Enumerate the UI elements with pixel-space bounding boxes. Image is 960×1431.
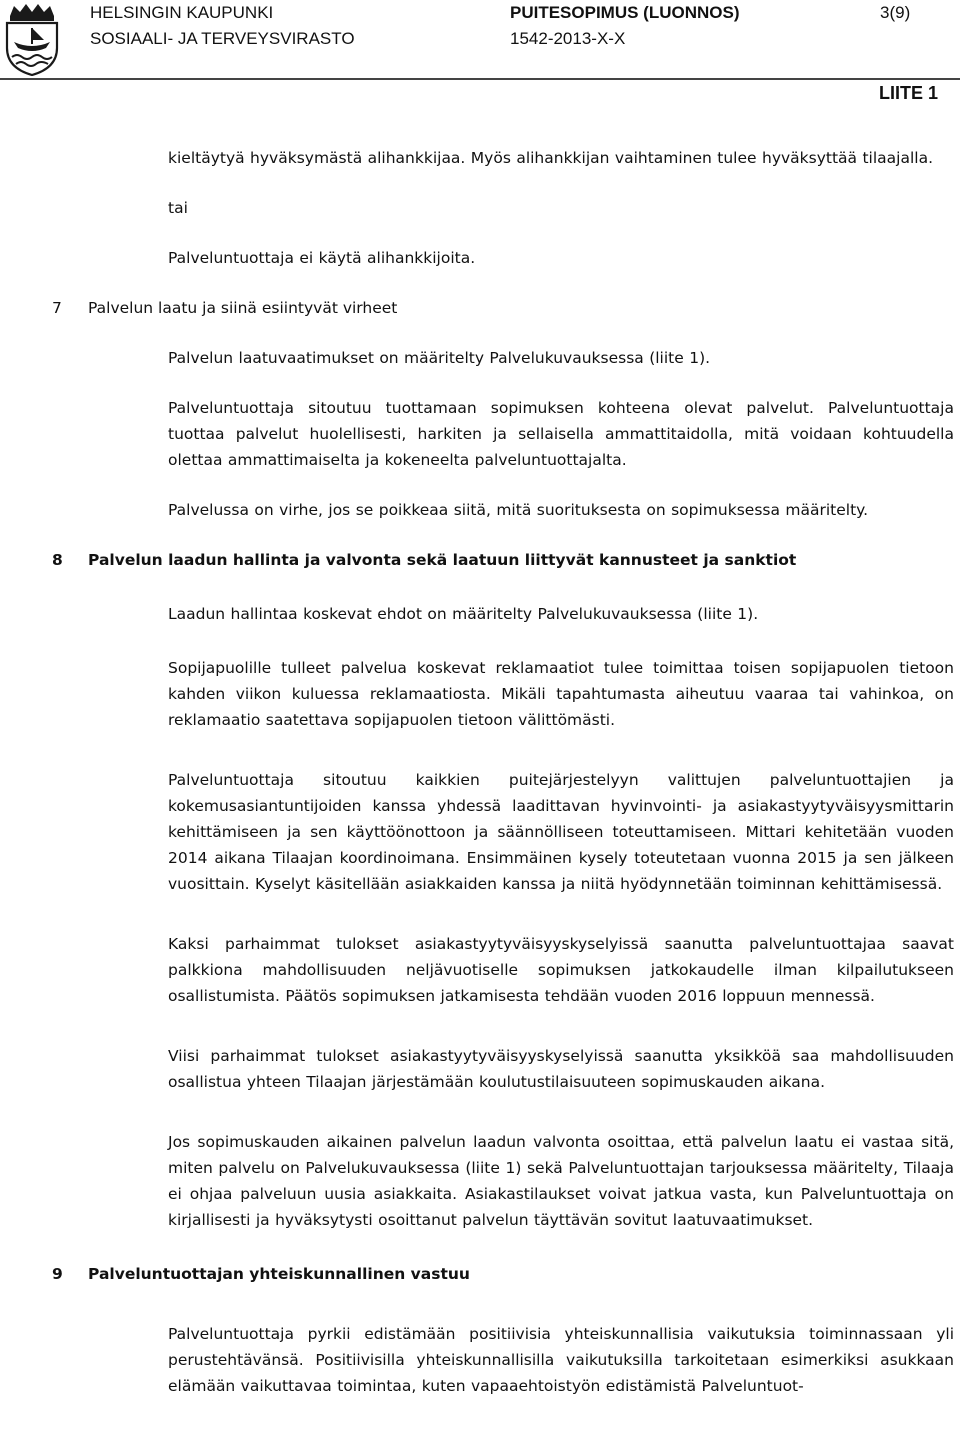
document-title: PUITESOPIMUS (LUONNOS) bbox=[510, 3, 740, 22]
section-8-paragraph-5: Viisi parhaimmat tulokset asiakastyytyväisyyskyselyissä saanutta yksikköä saa mahdollisuuden osallistua yhteen Tilaajan järjestämään koulutustilaisuuteen sopimuskauden aikana. bbox=[168, 1047, 954, 1091]
department-name: SOSIAALI- JA TERVEYSVIRASTO bbox=[90, 29, 355, 48]
section-7-paragraph-1: Palvelun laatuvaatimukset on määritelty Palvelukuvauksessa (liite 1). bbox=[168, 349, 711, 367]
section-8-paragraph-6: Jos sopimuskauden aikainen palvelun laadun valvonta osoittaa, että palvelun laatu ei vastaa sitä, miten palvelu on Palvelukuvauksessa (liite 1) sekä Palveluntuottajan tarjouksessa määritelty, Tilaaja ei ohjaa palveluun uusia asiakkaita. Asiakastilaukset voivat jatkua vasta, kun Palveluntuottaja on kirjallisesti ja hyväksytysti osoittanut palvelun täyttävän sovitut laatuvaatimukset. bbox=[168, 1133, 954, 1229]
page-header bbox=[0, 0, 960, 80]
section-8-paragraph-4: Kaksi parhaimmat tulokset asiakastyytyväisyyskyselyissä saanutta palveluntuottajaa saavat palkkiona mahdollisuuden neljävuotiselle sopimuksen jatkokaudelle ilman kilpailutukseen osallistumista. Päätös sopimuksen jatkamisesta tehdään vuoden 2016 loppuun mennessä. bbox=[168, 935, 954, 1005]
section-8-title: Palvelun laadun hallinta ja valvonta sekä laatuun liittyvät kannusteet ja sanktiot bbox=[88, 551, 797, 569]
section-9-title: Palveluntuottajan yhteiskunnallinen vastuu bbox=[88, 1265, 470, 1283]
document-body bbox=[0, 145, 960, 1399]
intro-paragraph-or: tai bbox=[168, 199, 188, 217]
org-name: HELSINGIN KAUPUNKI bbox=[90, 3, 274, 22]
section-8-heading bbox=[0, 547, 960, 573]
section-9-paragraph-1: Palveluntuottaja pyrkii edistämään positiivisia yhteiskunnallisia vaikutuksia toiminnassaan yli perustehtävänsä. Positiivisilla yhteiskunnallisilla vaikutuksilla tarkoitetaan esimerkiksi asukkaan elämään vaikuttavaa toimintaa, kuten vapaaehtoistyön edistämistä Palveluntuot- bbox=[168, 1325, 954, 1395]
section-9-heading bbox=[0, 1261, 960, 1287]
document-number: 1542-2013-X-X bbox=[510, 29, 626, 48]
section-7-paragraph-2: Palveluntuottaja sitoutuu tuottamaan sopimuksen kohteena olevat palvelut. Palveluntuottaja tuottaa palvelut huolellisesti, harkiten ja sellaisella ammattitaidolla, mitä voidaan kohtuudella olettaa ammattimaiselta ja kokeneelta palveluntuottajalta. bbox=[168, 399, 954, 469]
page-number: 3(9) bbox=[880, 3, 911, 22]
section-7-number: 7 bbox=[52, 299, 62, 317]
section-7-paragraph-3: Palvelussa on virhe, jos se poikkeaa siitä, mitä suorituksesta on sopimuksessa määritelty. bbox=[168, 501, 869, 519]
section-7-title: Palvelun laatu ja siinä esiintyvät virheet bbox=[88, 299, 398, 317]
section-9-number: 9 bbox=[52, 1265, 63, 1283]
section-8-paragraph-3: Palveluntuottaja sitoutuu kaikkien puitejärjestelyyn valittujen palveluntuottajien ja kokemusasiantuntijoiden kanssa yhdessä laadittavan hyvinvointi- ja asiakastyytyväisyysmittarin kehittämiseen ja sen käyttöönottoon ja säännölliseen toteuttamiseen. Mittari kehitetään vuoden 2014 aikana Tilaajan koordinoimana. Ensimmäinen kysely toteutetaan vuonna 2015 ja sen jälkeen vuosittain. Kyselyt käsitellään asiakkaiden kanssa ja niitä hyödynnetään toiminnan kehittämisessä. bbox=[168, 771, 954, 893]
attachment-label: LIITE 1 bbox=[878, 83, 938, 103]
header-divider bbox=[0, 78, 960, 80]
section-7-heading bbox=[0, 295, 960, 321]
intro-paragraph-3: Palveluntuottaja ei käytä alihankkijoita. bbox=[168, 249, 476, 267]
helsinki-crest-logo bbox=[4, 2, 60, 76]
intro-paragraph-1: kieltäytyä hyväksymästä alihankkijaa. Myös alihankkijan vaihtaminen tulee hyväksyttää tilaajalla. bbox=[168, 149, 933, 167]
section-8-paragraph-2: Sopijapuolille tulleet palvelua koskevat reklamaatiot tulee toimittaa toisen sopijapuolen tietoon kahden viikon kuluessa reklamaatiosta. Mikäli tapahtumasta aiheutuu vaaraa tai vahinkoa, on reklamaatio saatettava sopijapuolen tietoon välittömästi. bbox=[168, 659, 954, 729]
section-8-paragraph-1: Laadun hallintaa koskevat ehdot on määritelty Palvelukuvauksessa (liite 1). bbox=[168, 605, 759, 623]
section-8-number: 8 bbox=[52, 551, 63, 569]
